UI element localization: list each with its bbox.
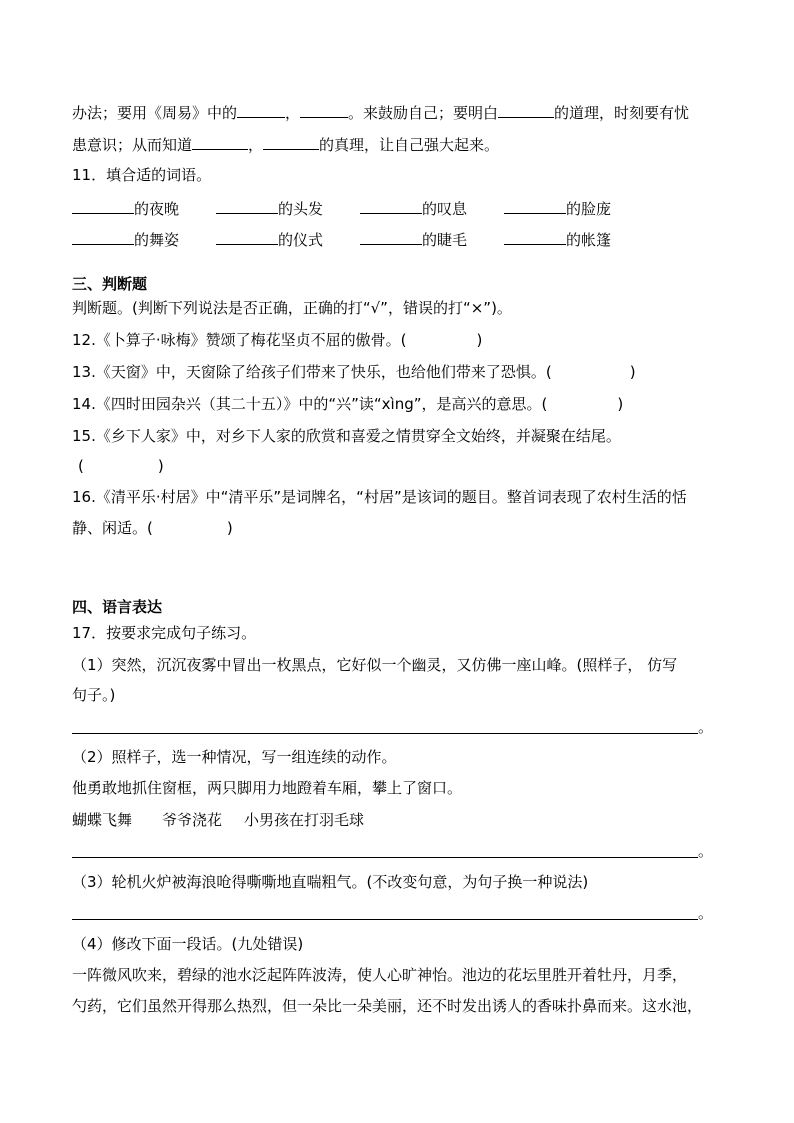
- answer-blank[interactable]: [192, 133, 248, 150]
- text: 的舞姿: [134, 231, 180, 249]
- question-12: [72, 330, 482, 350]
- text: 患意识；从而知道: [72, 136, 193, 154]
- text: (: [78, 457, 84, 475]
- text: 的仪式: [278, 231, 324, 249]
- period: 。: [698, 904, 714, 922]
- text: 办法；要用《周易》中的: [72, 104, 238, 122]
- question-16-line-1: 16.《清平乐·村居》中“清平乐”是词牌名，“村居”是该词的题目。整首词表现了农村生活的恬: [72, 488, 687, 506]
- answer-blank[interactable]: [216, 197, 278, 214]
- q11-item: [216, 228, 323, 250]
- part-2-title: （2）照样子，选一种情况，写一组连续的动作。: [72, 748, 397, 766]
- answer-line[interactable]: [72, 733, 698, 734]
- q11-title: 11．填合适的词语。: [72, 166, 212, 184]
- text: ): [476, 331, 483, 349]
- answer-blank[interactable]: [72, 197, 134, 214]
- text: ): [226, 519, 233, 537]
- question-17: 17．按要求完成句子练习。: [72, 624, 257, 642]
- q10-line-2: [72, 133, 499, 155]
- question-15: 15.《乡下人家》中，对乡下人家的欣赏和喜爱之情贯穿全文始终，并凝聚在结尾。: [72, 427, 621, 445]
- option: 爷爷浇花: [162, 811, 223, 829]
- q11-item: [216, 197, 323, 219]
- section-heading: 三、判断题: [72, 275, 148, 293]
- instruction: 判断题。(判断下列说法是否正确，正确的打“√”，错误的打“×”)。: [72, 299, 512, 317]
- section-heading: 四、语言表达: [72, 598, 163, 616]
- text: 的道理，时刻要有忧: [554, 104, 690, 122]
- text: 。来鼓励自己；要明白: [348, 104, 499, 122]
- question-15-paren: [78, 456, 164, 476]
- q11-item: [72, 197, 179, 219]
- q11-item: [360, 228, 467, 250]
- text: 的叹息: [422, 200, 468, 218]
- period: 。: [698, 718, 714, 736]
- text: ): [157, 457, 164, 475]
- q10-line-1: [72, 101, 689, 123]
- q11-item: [360, 197, 467, 219]
- option: 小男孩在打羽毛球: [244, 811, 365, 829]
- part-4-line-1: 一阵微风吹来，碧绿的池水泛起阵阵波涛，使人心旷神怡。池边的花坛里胜开着牡丹，月季，: [72, 966, 688, 984]
- answer-blank[interactable]: [360, 197, 422, 214]
- answer-line[interactable]: [72, 857, 698, 858]
- text: 14.《四时田园杂兴（其二十五）》中的“兴”读“xìng”，是高兴的意思。(: [72, 395, 548, 413]
- answer-blank[interactable]: [360, 228, 422, 245]
- text: 静、闲适。(: [72, 519, 153, 537]
- option: 蝴蝶飞舞: [72, 811, 133, 829]
- q11-item: [504, 228, 611, 250]
- text: ): [629, 363, 636, 381]
- text: 的头发: [278, 200, 324, 218]
- answer-line[interactable]: [72, 919, 698, 920]
- text: 12.《卜算子·咏梅》赞颂了梅花坚贞不屈的傲骨。(: [72, 331, 407, 349]
- q11-item: [504, 197, 611, 219]
- part-1-line-2: 句子。): [72, 686, 116, 704]
- text: 的真理，让自己强大起来。: [319, 136, 500, 154]
- answer-blank[interactable]: [498, 101, 554, 118]
- answer-blank[interactable]: [237, 101, 285, 118]
- question-13: [72, 362, 636, 382]
- q11-item: [72, 228, 179, 250]
- part-1-line-1: （1）突然，沉沉夜雾中冒出一枚黑点，它好似一个幽灵，又仿佛一座山峰。(照样子， 仿写: [72, 656, 678, 674]
- part-4-title: （4）修改下面一段话。(九处错误): [72, 935, 304, 953]
- answer-blank[interactable]: [72, 228, 134, 245]
- answer-blank[interactable]: [300, 101, 348, 118]
- text: ，: [248, 136, 264, 154]
- question-16-line-2: [72, 518, 233, 538]
- answer-blank[interactable]: [216, 228, 278, 245]
- answer-blank[interactable]: [504, 197, 566, 214]
- text: 的帐篷: [566, 231, 612, 249]
- part-2-options: [72, 810, 364, 830]
- part-4-line-2: 勺药，它们虽然开得那么热烈，但一朵比一朵美丽，还不时发出诱人的香味扑鼻而来。这水池，: [72, 997, 703, 1015]
- text: 的夜晚: [134, 200, 180, 218]
- answer-blank[interactable]: [263, 133, 319, 150]
- text: 的脸庞: [566, 200, 612, 218]
- answer-blank[interactable]: [504, 228, 566, 245]
- text: ): [617, 395, 624, 413]
- period: 。: [698, 842, 714, 860]
- text: 13.《天窗》中，天窗除了给孩子们带来了快乐，也给他们带来了恐惧。(: [72, 363, 552, 381]
- part-2-example: 他勇敢地抓住窗框，两只脚用力地蹬着车厢，攀上了窗口。: [72, 779, 463, 797]
- question-14: [72, 394, 623, 414]
- part-3: （3）轮机火炉被海浪呛得嘶嘶地直喘粗气。(不改变句意，为句子换一种说法): [72, 873, 589, 891]
- text: ，: [285, 104, 301, 122]
- text: 的睫毛: [422, 231, 468, 249]
